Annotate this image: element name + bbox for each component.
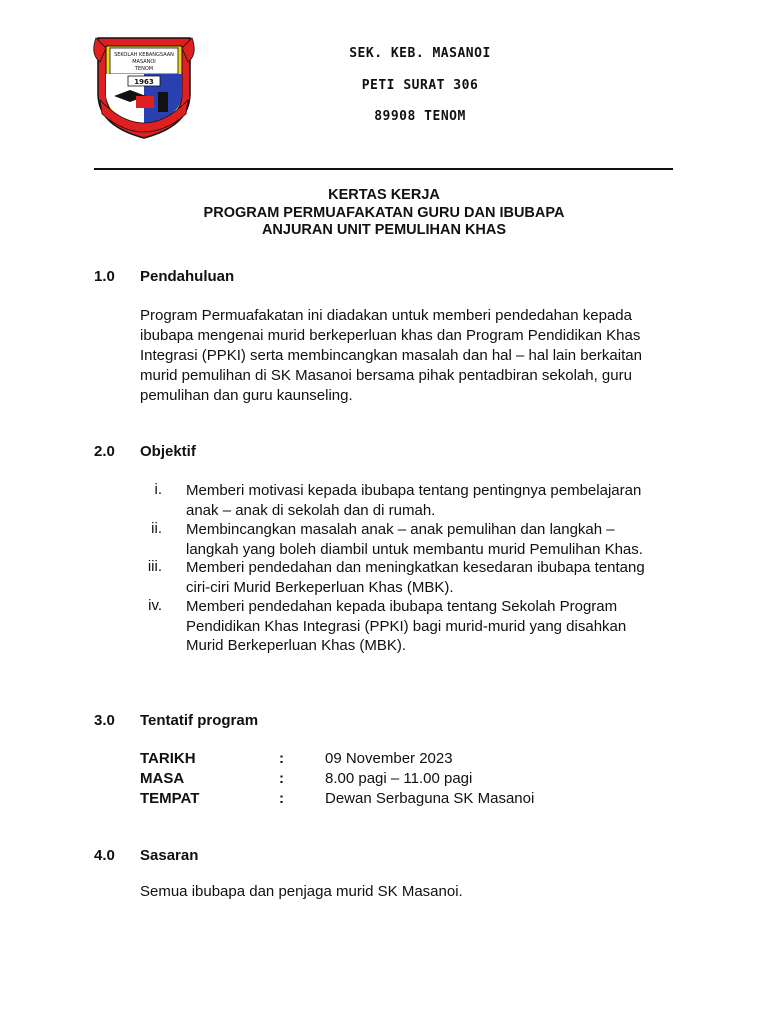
- section-title-tentatif: Tentatif program: [140, 712, 259, 729]
- svg-text:SEKOLAH KEBANGSAAN: SEKOLAH KEBANGSAAN: [114, 52, 174, 58]
- schedule-key-venue: TEMPAT: [140, 790, 200, 807]
- doc-subtitle: PROGRAM PERMUAFAKATAN GURU DAN IBUBAPA: [203, 205, 565, 221]
- intro-line: pemulihan dan guru kaunseling.: [140, 387, 353, 404]
- objective-line: Memberi motivasi kepada ibubapa tentang pentingnya pembelajaran: [186, 482, 642, 499]
- section-title-pendahuluan: Pendahuluan: [140, 268, 235, 285]
- svg-text:TENOM: TENOM: [134, 66, 154, 72]
- postcode-town: 89908 TENOM: [374, 109, 466, 124]
- intro-line: Integrasi (PPKI) serta membincangkan masalah dan hal – hal lain berkaitan: [140, 347, 642, 364]
- objective-line: anak – anak di sekolah dan di rumah.: [186, 501, 436, 519]
- doc-title: KERTAS KERJA: [328, 187, 440, 203]
- objective-item: [186, 558, 666, 597]
- intro-line: Program Permuafakatan ini diadakan untuk memberi pendedahan kepada: [140, 307, 632, 324]
- section-title-objektif: Objektif: [140, 443, 196, 460]
- crest-year: 1963: [134, 78, 154, 86]
- target-audience-text: Semua ibubapa dan penjaga murid SK Masanoi.: [140, 883, 463, 900]
- objective-item: [186, 481, 666, 520]
- objective-line: Pendidikan Khas Integrasi (PPKI) bagi murid-murid yang disahkan: [186, 617, 627, 635]
- schedule-value-venue: Dewan Serbaguna SK Masanoi: [325, 790, 535, 807]
- objective-number: iii.: [147, 558, 162, 575]
- intro-line: ibubapa mengenai murid berkeperluan khas dan Program Pendidikan Khas: [140, 327, 641, 344]
- objective-number: i.: [154, 481, 162, 498]
- schedule-colon: :: [279, 750, 284, 767]
- schedule-colon: :: [279, 770, 284, 787]
- section-title-sasaran: Sasaran: [140, 847, 199, 864]
- objective-line: Membincangkan masalah anak – anak pemulihan dan langkah –: [186, 521, 615, 538]
- objective-number: ii.: [151, 520, 162, 537]
- objective-line: langkah yang boleh diambil untuk membantu murid Pemulihan Khas.: [186, 540, 643, 558]
- objective-line: Murid Berkeperluan Khas (MBK).: [186, 637, 407, 654]
- svg-text:MASANOI: MASANOI: [132, 59, 156, 65]
- schedule-value-date: 09 November 2023: [325, 750, 453, 767]
- objective-line: ciri-ciri Murid Berkeperluan Khas (MBK).: [186, 578, 454, 596]
- objective-item: [186, 597, 666, 656]
- section-number: 4.0: [94, 847, 115, 864]
- objective-item: [186, 520, 666, 559]
- objective-line: Memberi pendedahan kepada ibubapa tentang Sekolah Program: [186, 598, 618, 615]
- intro-paragraph: [140, 306, 670, 406]
- school-crest-logo: [92, 34, 196, 140]
- schedule-key-date: TARIKH: [140, 750, 196, 767]
- schedule-colon: :: [279, 790, 284, 807]
- section-number: 2.0: [94, 443, 115, 460]
- section-number: 3.0: [94, 712, 115, 729]
- school-name: SEK. KEB. MASANOI: [349, 46, 491, 61]
- header-divider: [94, 168, 673, 170]
- schedule-key-time: MASA: [140, 770, 185, 787]
- intro-line: murid pemulihan di SK Masanoi bersama pihak pentadbiran sekolah, guru: [140, 367, 632, 384]
- doc-organizer: ANJURAN UNIT PEMULIHAN KHAS: [261, 222, 507, 238]
- objective-line: Memberi pendedahan dan meningkatkan kesedaran ibubapa tentang: [186, 559, 645, 576]
- section-number: 1.0: [94, 268, 115, 285]
- schedule-value-time: 8.00 pagi – 11.00 pagi: [325, 770, 473, 787]
- po-box: PETI SURAT 306: [361, 78, 479, 93]
- objective-number: iv.: [148, 597, 162, 614]
